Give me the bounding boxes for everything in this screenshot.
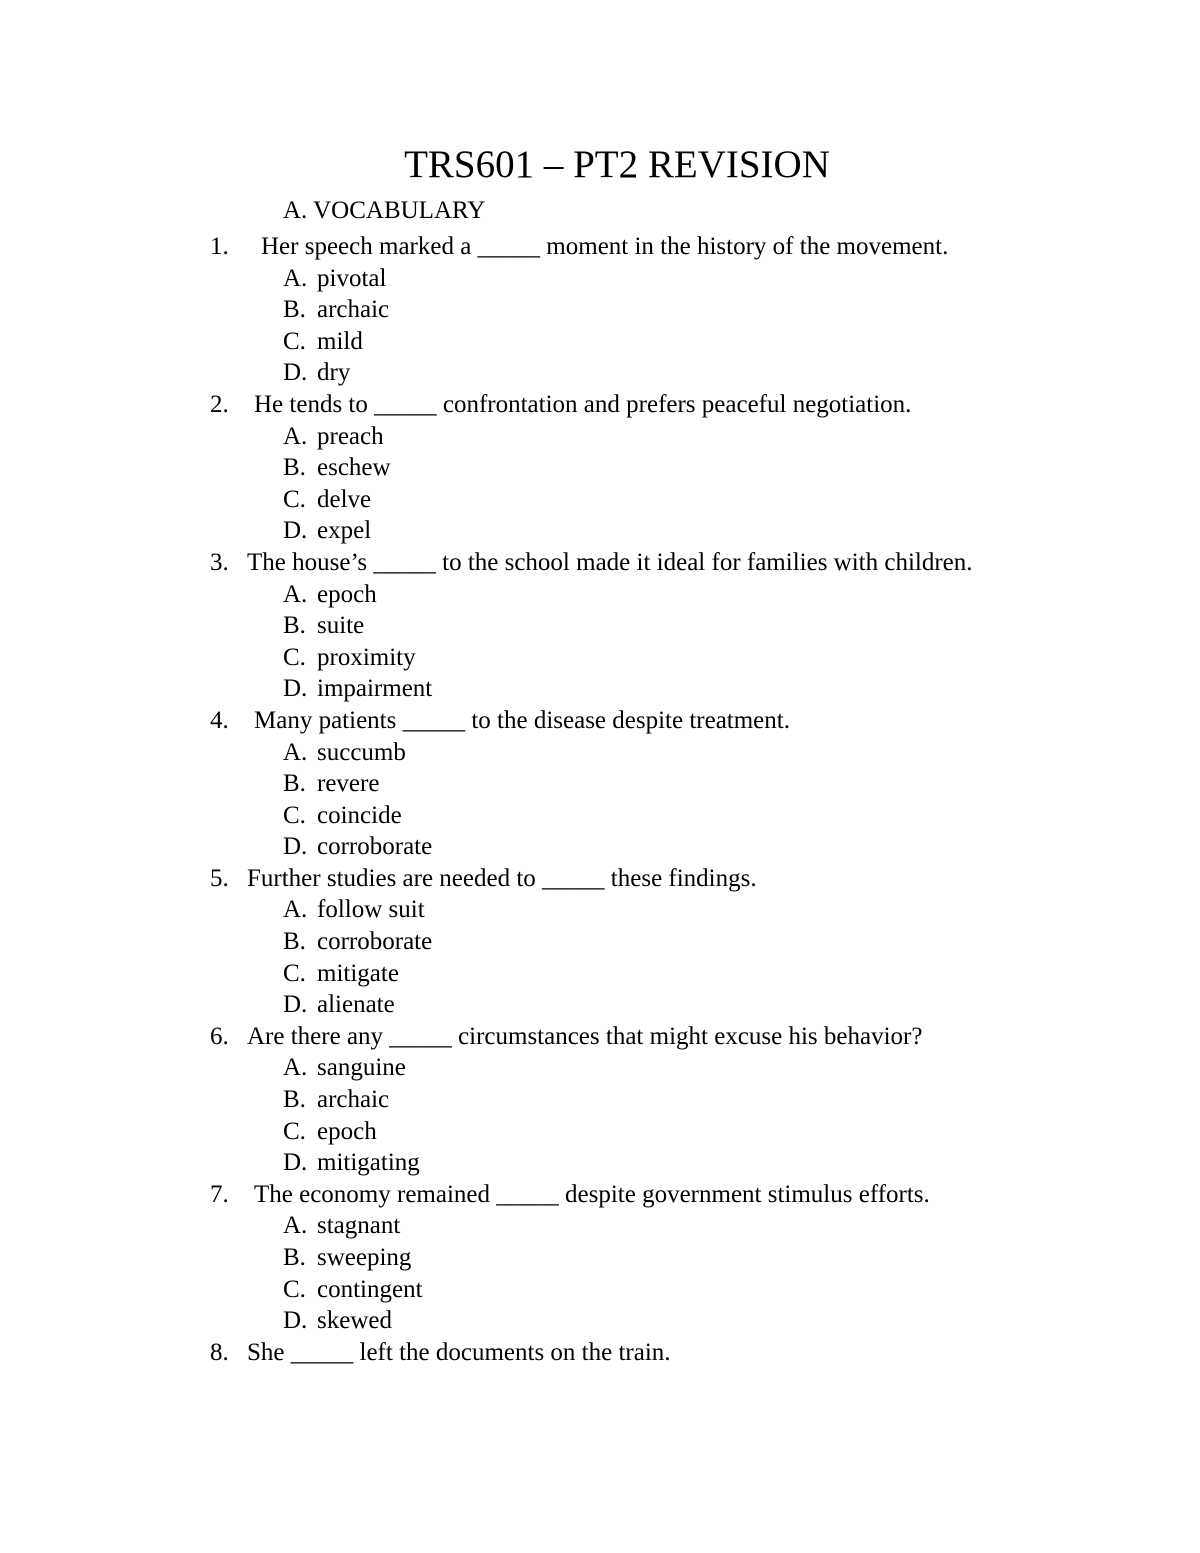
option-text: succumb (317, 738, 406, 766)
option-letter: C. (283, 327, 306, 355)
question-text: The economy remained _____ despite government stimulus efforts. (254, 1180, 930, 1208)
option-a (0, 894, 1200, 926)
question-text: She _____ left the documents on the train. (247, 1338, 671, 1366)
option-text: follow suit (317, 896, 425, 924)
option-letter: B. (283, 1086, 306, 1114)
option-letter: B. (283, 770, 306, 798)
option-letter: B. (283, 928, 306, 956)
option-c (0, 326, 1200, 358)
option-letter: A. (283, 580, 308, 608)
option-a (0, 263, 1200, 295)
option-a (0, 579, 1200, 611)
option-letter: B. (283, 454, 306, 482)
question-text: Further studies are needed to _____ these findings. (247, 864, 757, 892)
option-letter: D. (283, 1149, 308, 1177)
option-letter: A. (283, 1054, 308, 1082)
option-b (0, 452, 1200, 484)
option-text: delve (317, 485, 372, 513)
question-stem (0, 389, 1200, 421)
question-7 (0, 1179, 1200, 1337)
question-8 (0, 1337, 1200, 1369)
option-a (0, 737, 1200, 769)
option-text: sweeping (317, 1244, 412, 1271)
option-letter: D. (283, 517, 308, 545)
question-stem (0, 1021, 1200, 1053)
question-number: 1. (210, 233, 229, 260)
option-letter: D. (283, 675, 308, 703)
option-text: coincide (317, 801, 402, 829)
option-text: alienate (317, 991, 395, 1019)
option-c (0, 958, 1200, 990)
option-d (0, 1305, 1200, 1337)
option-d (0, 1147, 1200, 1179)
option-letter: A. (283, 264, 308, 292)
option-letter: C. (283, 801, 306, 829)
option-c (0, 1116, 1200, 1148)
option-letter: D. (283, 359, 308, 387)
option-letter: C. (283, 1117, 306, 1145)
question-1 (0, 231, 1200, 389)
option-list (0, 1210, 1200, 1336)
option-b (0, 294, 1200, 326)
question-stem (0, 705, 1200, 737)
option-list (0, 421, 1200, 547)
question-6 (0, 1021, 1200, 1179)
question-5 (0, 863, 1200, 1021)
option-a (0, 1052, 1200, 1084)
question-list (0, 231, 1200, 1368)
option-text: mitigate (317, 959, 399, 987)
option-b (0, 1084, 1200, 1116)
option-letter: A. (283, 738, 308, 766)
option-text: sanguine (317, 1054, 406, 1082)
option-text: archaic (317, 296, 390, 324)
question-2 (0, 389, 1200, 547)
option-letter: A. (283, 422, 308, 450)
question-3 (0, 547, 1200, 705)
option-d (0, 989, 1200, 1021)
question-number: 8. (210, 1338, 229, 1366)
option-text: mitigating (317, 1149, 420, 1177)
option-text: archaic (317, 1086, 390, 1114)
question-4 (0, 705, 1200, 863)
option-list (0, 1052, 1200, 1178)
option-text: proximity (317, 643, 416, 671)
option-text: preach (317, 422, 384, 450)
option-letter: C. (283, 643, 306, 671)
option-letter: C. (283, 959, 306, 987)
option-text: expel (317, 517, 372, 545)
option-d (0, 357, 1200, 389)
question-text: He tends to _____ confrontation and prefers peaceful negotiation. (254, 390, 912, 418)
option-letter: C. (283, 1275, 306, 1303)
question-stem (0, 231, 1200, 263)
option-d (0, 515, 1200, 547)
question-text: Are there any _____ circumstances that might excuse his behavior? (247, 1022, 923, 1050)
question-text: Many patients _____ to the disease despite treatment. (254, 706, 790, 734)
option-letter: D. (283, 1307, 308, 1335)
question-number: 4. (210, 706, 229, 734)
option-a (0, 421, 1200, 453)
question-stem (0, 547, 1200, 579)
question-number: 3. (210, 548, 229, 576)
question-number: 7. (210, 1180, 229, 1208)
option-text: impairment (317, 675, 433, 703)
option-d (0, 673, 1200, 705)
option-text: stagnant (317, 1212, 401, 1240)
option-list (0, 579, 1200, 705)
option-a (0, 1210, 1200, 1242)
question-number: 6. (210, 1022, 229, 1050)
question-stem (0, 1337, 1200, 1369)
option-letter: B. (283, 296, 306, 324)
option-c (0, 1274, 1200, 1306)
option-c (0, 800, 1200, 832)
option-text: contingent (317, 1275, 423, 1303)
question-number: 5. (210, 864, 229, 892)
option-text: epoch (317, 1117, 377, 1145)
option-d (0, 831, 1200, 863)
document-title: TRS601 – PT2 REVISION (404, 143, 830, 186)
option-text: corroborate (317, 928, 433, 956)
option-text: corroborate (317, 833, 433, 861)
option-b (0, 768, 1200, 800)
question-stem (0, 863, 1200, 895)
option-letter: A. (283, 896, 308, 924)
option-b (0, 1242, 1200, 1274)
option-text: eschew (317, 454, 391, 482)
option-text: pivotal (317, 264, 387, 292)
option-b (0, 610, 1200, 642)
option-c (0, 484, 1200, 516)
option-list (0, 894, 1200, 1020)
option-letter: D. (283, 991, 308, 1019)
option-text: epoch (317, 580, 377, 608)
question-text: The house’s _____ to the school made it ideal for families with children. (247, 548, 973, 576)
option-letter: C. (283, 485, 306, 513)
option-b (0, 926, 1200, 958)
option-c (0, 642, 1200, 674)
option-list (0, 737, 1200, 863)
option-letter: D. (283, 833, 308, 861)
option-letter: B. (283, 1244, 306, 1271)
question-stem (0, 1179, 1200, 1211)
option-text: mild (317, 327, 363, 355)
option-text: revere (317, 770, 380, 798)
option-letter: B. (283, 612, 306, 640)
question-number: 2. (210, 390, 229, 418)
option-text: dry (317, 359, 351, 387)
option-list (0, 263, 1200, 389)
question-text: Her speech marked a _____ moment in the history of the movement. (261, 233, 949, 260)
option-letter: A. (283, 1212, 308, 1240)
option-text: skewed (317, 1307, 392, 1335)
option-text: suite (317, 612, 365, 640)
section-heading: A. VOCABULARY (283, 197, 486, 224)
